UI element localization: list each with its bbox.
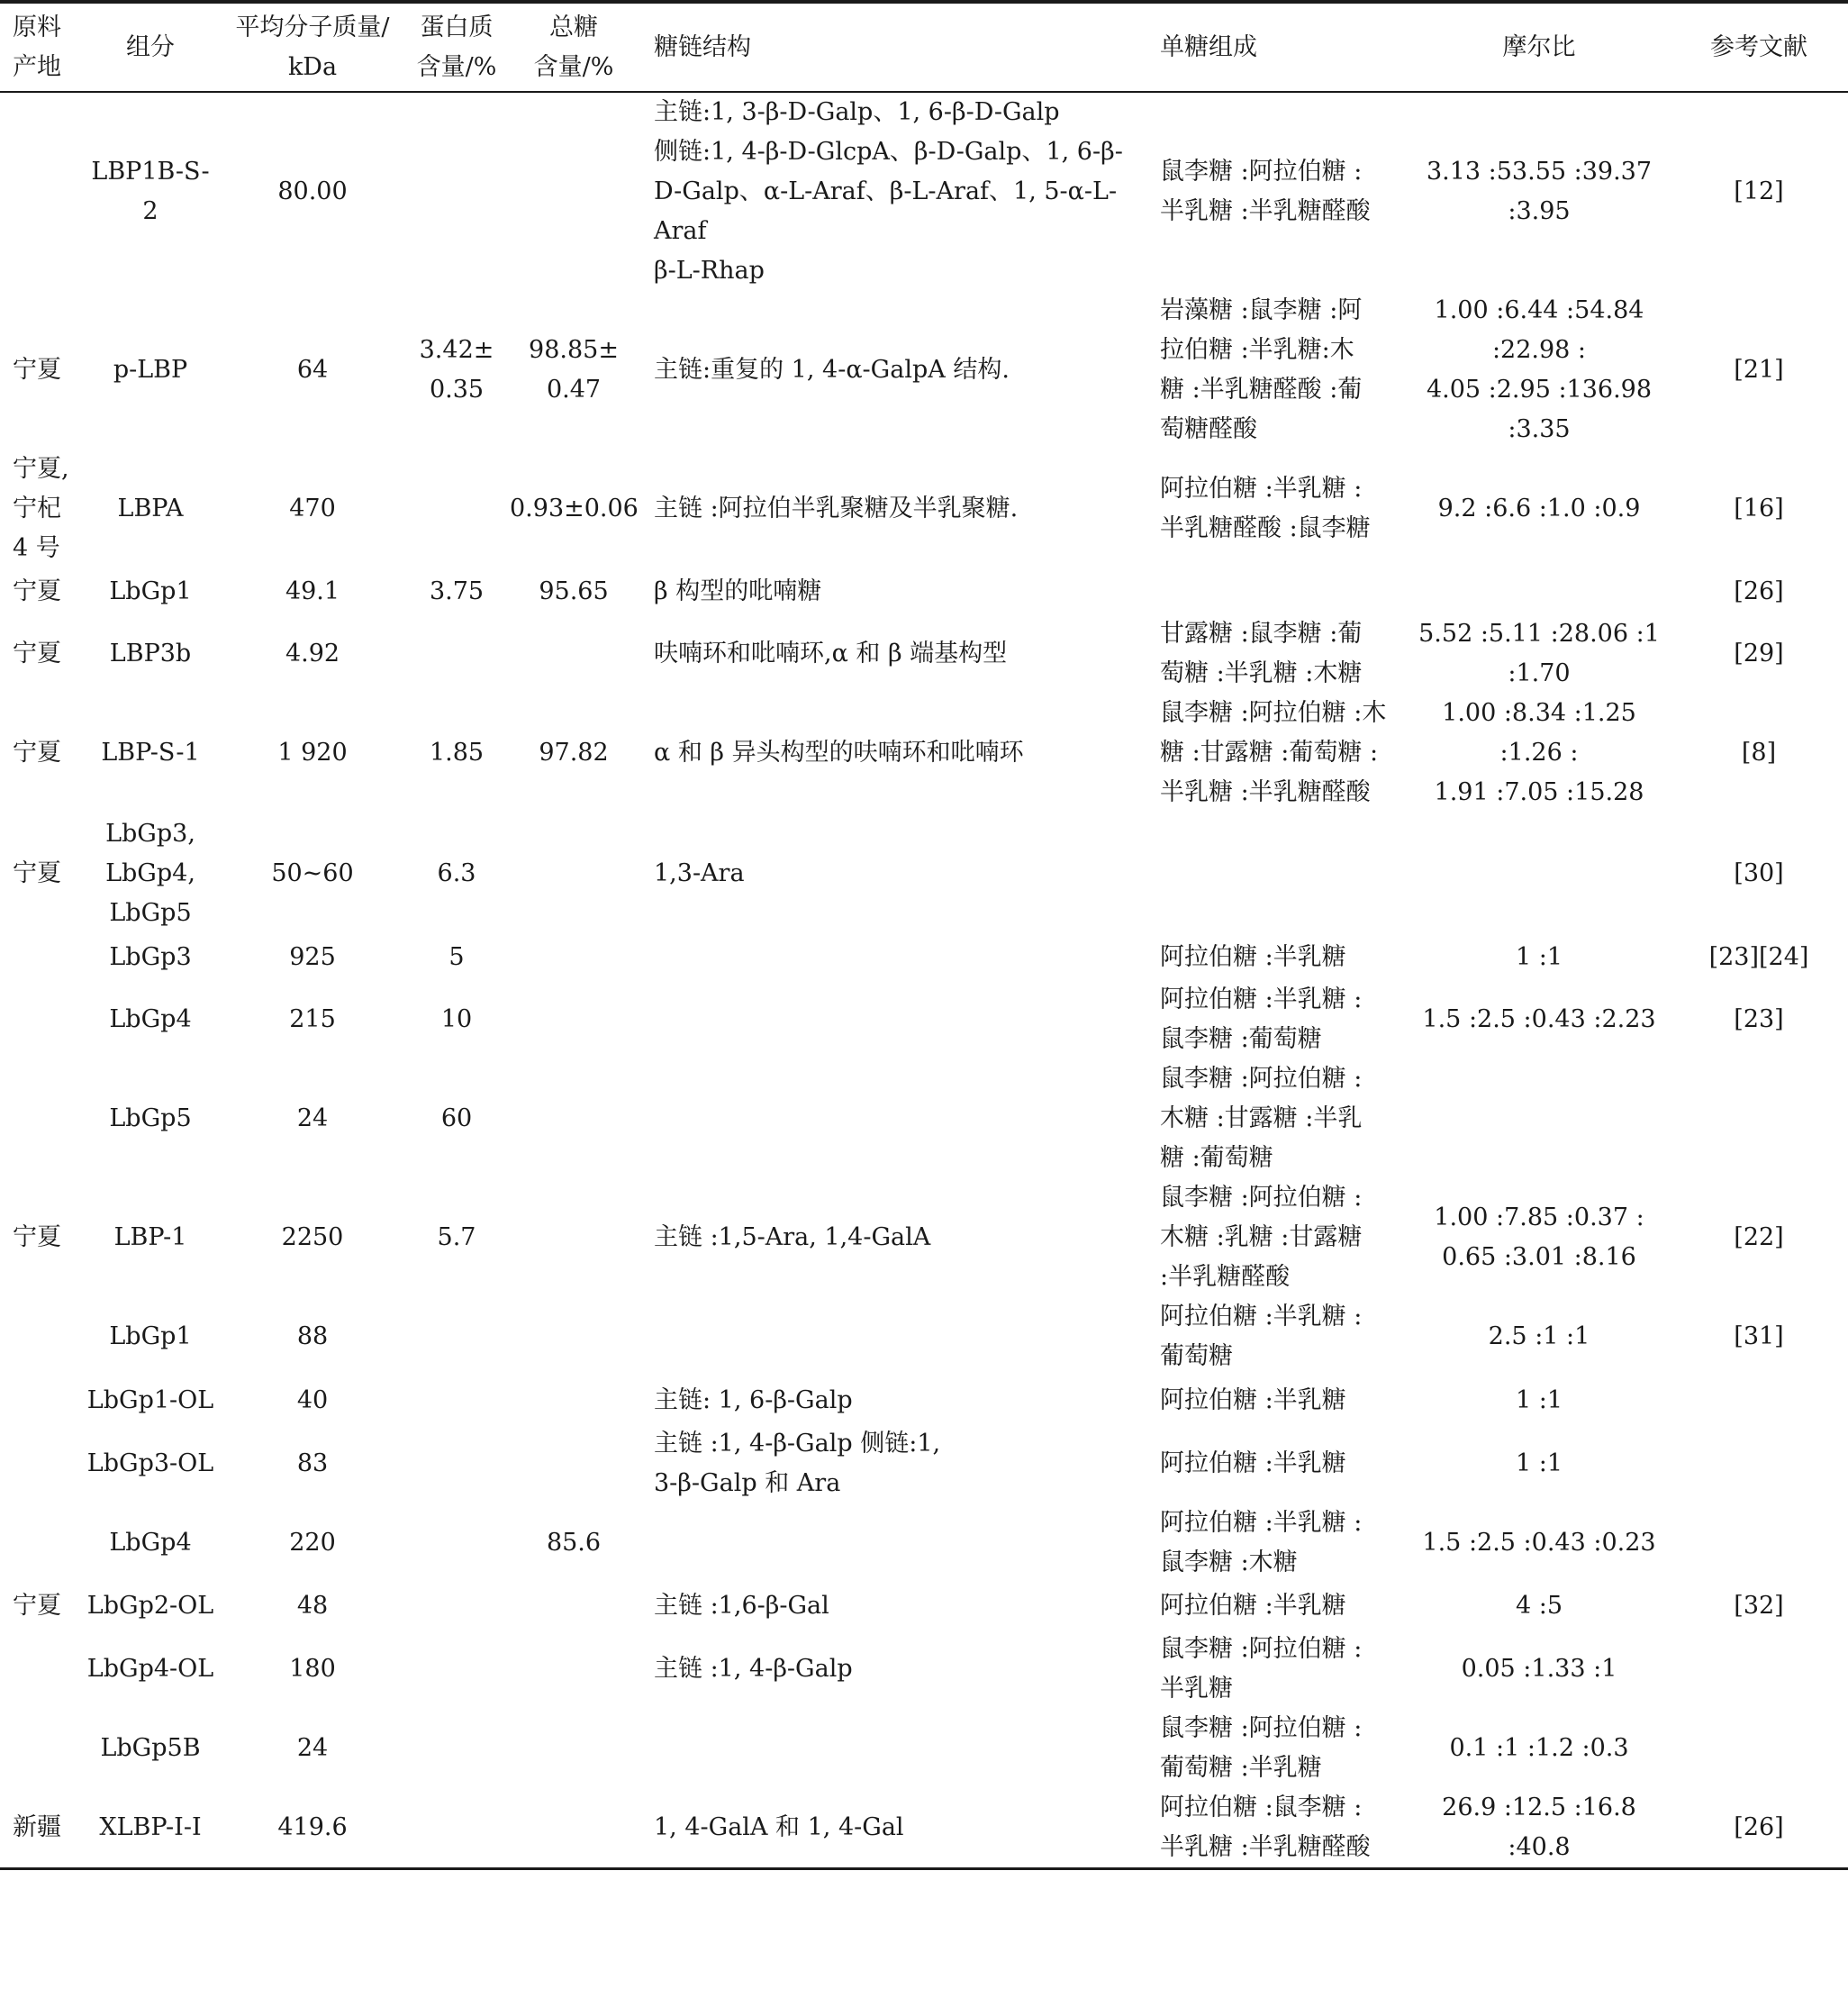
cell-reference: [30] — [1734, 858, 1784, 887]
cell-component: LbGp2-OL — [86, 1592, 214, 1620]
cell-protein-content — [407, 1503, 506, 1583]
header-row — [0, 2, 1848, 92]
table-row — [0, 813, 1848, 934]
cell-avg-molecular-mass: 215 — [289, 1005, 336, 1033]
cell-avg-molecular-mass: 180 — [289, 1655, 336, 1683]
cell-protein-content — [407, 1583, 506, 1630]
column-header-origin: 原料 产地 — [0, 2, 83, 92]
cell-avg-molecular-mass: 24 — [296, 1734, 329, 1762]
cell-total-sugar-content — [506, 813, 641, 934]
cell-reference — [1670, 1424, 1848, 1503]
cell-avg-molecular-mass: 40 — [296, 1385, 329, 1414]
cell-total-sugar-content — [506, 1630, 641, 1709]
cell-reference: [8] — [1741, 739, 1777, 767]
cell-total-sugar-content — [506, 980, 641, 1059]
cell-total-sugar-content — [506, 934, 641, 980]
cell-sugar-chain-structure: 主链 :1, 4-β-Galp 侧链:1, 3-β-Galp 和 Ara — [654, 1430, 941, 1497]
cell-total-sugar-content — [506, 1788, 641, 1869]
cell-component: LBP-1 — [113, 1223, 187, 1251]
cell-sugar-chain-structure — [641, 1503, 1147, 1583]
cell-origin: 宁夏 — [13, 577, 61, 605]
cell-protein-content — [407, 1424, 506, 1503]
cell-reference: [29] — [1734, 640, 1784, 668]
cell-component: LbGp5 — [109, 1104, 192, 1132]
cell-molar-ratio: 1.5 :2.5 :0.43 :0.23 — [1422, 1529, 1656, 1557]
cell-reference: [26] — [1734, 577, 1784, 605]
cell-component: LBPA — [117, 495, 184, 522]
cell-protein-content: 1.85 — [429, 739, 485, 767]
cell-sugar-chain-structure — [641, 934, 1147, 980]
cell-component: LbGp4 — [109, 1005, 192, 1033]
table-row — [0, 1297, 1848, 1376]
cell-origin — [0, 1297, 83, 1376]
cell-total-sugar-content — [506, 1709, 641, 1788]
cell-protein-content — [407, 1376, 506, 1424]
cell-total-sugar-content — [506, 1376, 641, 1424]
cell-protein-content — [407, 614, 506, 694]
cell-monosaccharide-composition: 阿拉伯糖 :半乳糖 — [1160, 942, 1346, 971]
table-row — [0, 694, 1848, 813]
cell-avg-molecular-mass: 88 — [296, 1322, 329, 1350]
table-body — [0, 92, 1848, 1869]
cell-sugar-chain-structure — [641, 980, 1147, 1059]
cell-origin — [0, 1059, 83, 1178]
cell-molar-ratio: 2.5 :1 :1 — [1488, 1322, 1590, 1350]
table-row — [0, 1788, 1848, 1869]
cell-sugar-chain-structure: 主链 :1, 4-β-Galp — [654, 1655, 853, 1683]
cell-total-sugar-content — [506, 1178, 641, 1297]
cell-sugar-chain-structure: 主链 :1,5-Ara, 1,4-GalA — [654, 1223, 931, 1251]
cell-origin — [0, 980, 83, 1059]
cell-molar-ratio: 0.05 :1.33 :1 — [1461, 1655, 1617, 1683]
cell-monosaccharide-composition: 阿拉伯糖 :半乳糖 : 鼠李糖 :葡萄糖 — [1160, 985, 1363, 1053]
cell-reference — [1670, 1059, 1848, 1178]
cell-origin — [0, 92, 83, 291]
cell-monosaccharide-composition — [1147, 568, 1409, 614]
cell-sugar-chain-structure: 主链 :阿拉伯半乳聚糖及半乳聚糖. — [654, 495, 1019, 522]
cell-monosaccharide-composition: 阿拉伯糖 :半乳糖 — [1160, 1385, 1346, 1414]
cell-component: XLBP-I-I — [83, 1788, 218, 1869]
cell-origin: 宁夏 — [13, 1223, 61, 1251]
cell-reference: [23] — [1734, 1005, 1784, 1033]
cell-origin — [0, 934, 83, 980]
cell-protein-content: 3.75 — [429, 577, 485, 605]
table-row — [0, 1424, 1848, 1503]
cell-monosaccharide-composition: 鼠李糖 :阿拉伯糖 : 木糖 :甘露糖 :半乳 糖 :葡萄糖 — [1160, 1065, 1363, 1172]
cell-total-sugar-content — [506, 1424, 641, 1503]
cell-molar-ratio: 3.13 :53.55 :39.37 :3.95 — [1426, 158, 1653, 225]
cell-origin: 宁夏 — [13, 640, 61, 668]
column-header-reference: 参考文献 — [1670, 2, 1848, 92]
cell-avg-molecular-mass: 220 — [289, 1529, 336, 1557]
table-row — [0, 1583, 1848, 1630]
cell-component: LBP-S-1 — [101, 739, 200, 767]
cell-avg-molecular-mass: 64 — [296, 356, 329, 384]
cell-component: LbGp1 — [109, 577, 192, 605]
cell-sugar-chain-structure: 1,3-Ara — [654, 858, 745, 887]
table-row — [0, 934, 1848, 980]
cell-sugar-chain-structure: 呋喃环和吡喃环,α 和 β 端基构型 — [654, 640, 1008, 668]
cell-reference: [16] — [1734, 495, 1784, 522]
cell-reference: [21] — [1734, 356, 1784, 384]
cell-molar-ratio: 1 :1 — [1515, 1449, 1563, 1477]
cell-origin: 宁夏 — [13, 739, 61, 767]
cell-protein-content — [407, 1297, 506, 1376]
table-row — [0, 568, 1848, 614]
cell-avg-molecular-mass: 24 — [296, 1104, 329, 1132]
cell-molar-ratio — [1409, 1059, 1670, 1178]
cell-avg-molecular-mass: 1 920 — [277, 739, 348, 767]
cell-component: p-LBP — [113, 356, 188, 384]
column-header-monosaccharide-composition: 单糖组成 — [1147, 2, 1409, 92]
table-row — [0, 1709, 1848, 1788]
cell-molar-ratio: 1.00 :8.34 :1.25 :1.26 : 1.91 :7.05 :15.28 — [1434, 699, 1644, 806]
cell-component: LBP3b — [109, 640, 192, 668]
cell-monosaccharide-composition: 甘露糖 :鼠李糖 :葡 萄糖 :半乳糖 :木糖 — [1160, 620, 1363, 687]
cell-protein-content — [407, 92, 506, 291]
cell-reference: [26] — [1670, 1788, 1848, 1869]
cell-origin: 宁夏 — [13, 858, 61, 887]
column-header-sugar-chain-structure: 糖链结构 — [641, 2, 1147, 92]
cell-molar-ratio: 5.52 :5.11 :28.06 :1 :1.70 — [1418, 620, 1660, 687]
cell-total-sugar-content — [506, 614, 641, 694]
cell-monosaccharide-composition: 阿拉伯糖 :半乳糖 : 葡萄糖 — [1160, 1303, 1363, 1370]
cell-reference: [12] — [1734, 177, 1784, 205]
cell-total-sugar-content: 98.85± 0.47 — [529, 336, 619, 404]
column-header-component: 组分 — [83, 2, 218, 92]
cell-sugar-chain-structure: 1, 4-GalA 和 1, 4-Gal — [641, 1788, 1147, 1869]
cell-monosaccharide-composition: 岩藻糖 :鼠李糖 :阿 拉伯糖 :半乳糖:木 糖 :半乳糖醛酸 :葡 萄糖醛酸 — [1160, 296, 1363, 443]
cell-origin — [0, 1630, 83, 1709]
cell-sugar-chain-structure: 主链:1, 3-β-D-Galp、1, 6-β-D-Galp 侧链:1, 4-β-D-GlcpA、β-D-Galp、1, 6-β- D-Galp、α-L-Araf、β-L-Araf、1, 5-α-L-Araf β-L-Rhap — [654, 98, 1123, 285]
cell-origin — [0, 1376, 83, 1424]
cell-monosaccharide-composition: 鼠李糖 :阿拉伯糖 : 木糖 :乳糖 :甘露糖 :半乳糖醛酸 — [1160, 1184, 1363, 1291]
table-row — [0, 1178, 1848, 1297]
cell-molar-ratio: 1 :1 — [1515, 942, 1563, 971]
cell-avg-molecular-mass: 80.00 — [277, 177, 348, 205]
table-row — [0, 1376, 1848, 1424]
cell-origin: 新疆 — [0, 1788, 83, 1869]
cell-total-sugar-content — [506, 1059, 641, 1178]
cell-sugar-chain-structure: 主链: 1, 6-β-Galp — [654, 1385, 853, 1414]
cell-sugar-chain-structure: β 构型的吡喃糖 — [654, 577, 822, 605]
cell-avg-molecular-mass: 4.92 — [285, 640, 340, 668]
cell-protein-content — [407, 450, 506, 568]
table-row — [0, 1630, 1848, 1709]
cell-protein-content — [407, 1709, 506, 1788]
table-row — [0, 291, 1848, 450]
cell-total-sugar-content — [506, 1297, 641, 1376]
cell-monosaccharide-composition: 鼠李糖 :阿拉伯糖 :木 糖 :甘露糖 :葡萄糖 : 半乳糖 :半乳糖醛酸 — [1160, 699, 1387, 806]
cell-protein-content — [407, 1630, 506, 1709]
cell-reference: [23][24] — [1708, 942, 1809, 971]
cell-total-sugar-content — [506, 92, 641, 291]
cell-origin: 宁夏, 宁杞 4 号 — [13, 455, 69, 562]
cell-protein-content: 3.42± 0.35 — [419, 336, 494, 404]
cell-avg-molecular-mass: 470 — [289, 495, 336, 522]
cell-component: LbGp3-OL — [86, 1449, 214, 1477]
cell-component: LbGp1-OL — [86, 1385, 214, 1414]
column-header-total-sugar-content: 总糖 含量/% — [506, 2, 641, 92]
cell-total-sugar-content: 97.82 — [539, 739, 609, 767]
cell-component: LbGp3, LbGp4, LbGp5 — [105, 819, 195, 927]
cell-origin: 宁夏 — [13, 356, 61, 384]
cell-protein-content: 10 — [440, 1005, 473, 1033]
cell-monosaccharide-composition: 鼠李糖 :阿拉伯糖 : 葡萄糖 :半乳糖 — [1160, 1714, 1363, 1782]
cell-sugar-chain-structure — [641, 1709, 1147, 1788]
cell-molar-ratio: 1.5 :2.5 :0.43 :2.23 — [1422, 1005, 1656, 1033]
column-header-protein-content: 蛋白质 含量/% — [407, 2, 506, 92]
cell-monosaccharide-composition — [1147, 813, 1409, 934]
cell-reference — [1670, 1376, 1848, 1424]
cell-sugar-chain-structure: 主链 :1,6-β-Gal — [654, 1592, 829, 1620]
cell-molar-ratio: 1.00 :6.44 :54.84 :22.98 : 4.05 :2.95 :136.98 :3.35 — [1426, 296, 1653, 443]
cell-monosaccharide-composition: 阿拉伯糖 :鼠李糖 : 半乳糖 :半乳糖醛酸 — [1147, 1788, 1409, 1869]
cell-monosaccharide-composition: 鼠李糖 :阿拉伯糖 : 半乳糖 :半乳糖醛酸 — [1160, 158, 1371, 225]
table-row — [0, 614, 1848, 694]
column-header-molar-ratio: 摩尔比 — [1409, 2, 1670, 92]
cell-avg-molecular-mass: 49.1 — [285, 577, 340, 605]
cell-total-sugar-content: 85.6 — [546, 1529, 602, 1557]
cell-reference — [1670, 1630, 1848, 1709]
cell-molar-ratio: 26.9 :12.5 :16.8 :40.8 — [1409, 1788, 1670, 1869]
table-row — [0, 980, 1848, 1059]
cell-molar-ratio: 4 :5 — [1515, 1592, 1563, 1620]
cell-origin: 宁夏 — [13, 1592, 61, 1620]
table-row — [0, 450, 1848, 568]
cell-monosaccharide-composition: 阿拉伯糖 :半乳糖 : 鼠李糖 :木糖 — [1160, 1509, 1363, 1576]
cell-component: LbGp4-OL — [86, 1655, 214, 1683]
cell-sugar-chain-structure — [641, 1297, 1147, 1376]
cell-reference — [1670, 1709, 1848, 1788]
cell-molar-ratio: 0.1 :1 :1.2 :0.3 — [1449, 1734, 1629, 1762]
cell-protein-content: 5 — [448, 942, 465, 971]
cell-protein-content: 5.7 — [437, 1223, 476, 1251]
cell-component: LbGp5B — [100, 1734, 201, 1762]
cell-molar-ratio: 1.00 :7.85 :0.37 : 0.65 :3.01 :8.16 — [1434, 1203, 1644, 1271]
cell-reference — [1670, 1503, 1848, 1583]
cell-origin — [0, 1503, 83, 1583]
cell-reference: [31] — [1734, 1322, 1784, 1350]
cell-avg-molecular-mass: 48 — [296, 1592, 329, 1620]
cell-molar-ratio — [1409, 568, 1670, 614]
cell-origin — [0, 1709, 83, 1788]
cell-sugar-chain-structure: α 和 β 异头构型的呋喃环和吡喃环 — [654, 739, 1024, 767]
cell-total-sugar-content: 0.93±0.06 — [510, 495, 639, 522]
cell-origin — [0, 1424, 83, 1503]
cell-sugar-chain-structure — [641, 1059, 1147, 1178]
cell-monosaccharide-composition: 阿拉伯糖 :半乳糖 — [1160, 1592, 1346, 1620]
column-header-avg-molecular-mass: 平均分子质量/ kDa — [218, 2, 407, 92]
cell-molar-ratio: 9.2 :6.6 :1.0 :0.9 — [1437, 495, 1641, 522]
cell-molar-ratio — [1409, 813, 1670, 934]
table-row — [0, 1059, 1848, 1178]
cell-protein-content — [407, 1788, 506, 1869]
cell-molar-ratio: 1 :1 — [1515, 1385, 1563, 1414]
cell-protein-content: 6.3 — [437, 858, 476, 887]
cell-reference: [22] — [1734, 1223, 1784, 1251]
cell-monosaccharide-composition: 鼠李糖 :阿拉伯糖 : 半乳糖 — [1160, 1635, 1363, 1703]
cell-avg-molecular-mass: 2250 — [281, 1223, 344, 1251]
table-row — [0, 92, 1848, 291]
cell-avg-molecular-mass: 419.6 — [218, 1788, 407, 1869]
cell-avg-molecular-mass: 925 — [289, 942, 336, 971]
table-row — [0, 1503, 1848, 1583]
cell-sugar-chain-structure: 主链:重复的 1, 4-α-GalpA 结构. — [654, 356, 1010, 384]
cell-total-sugar-content: 95.65 — [539, 577, 609, 605]
cell-component: LBP1B-S-2 — [91, 158, 210, 225]
cell-protein-content: 60 — [440, 1104, 473, 1132]
cell-component: LbGp3 — [109, 942, 192, 971]
cell-avg-molecular-mass: 50~60 — [271, 858, 354, 887]
cell-monosaccharide-composition: 阿拉伯糖 :半乳糖 — [1160, 1449, 1346, 1477]
cell-component: LbGp4 — [109, 1529, 192, 1557]
cell-reference: [32] — [1734, 1592, 1784, 1620]
cell-component: LbGp1 — [109, 1322, 192, 1350]
cell-monosaccharide-composition: 阿拉伯糖 :半乳糖 : 半乳糖醛酸 :鼠李糖 — [1160, 475, 1371, 542]
cell-total-sugar-content — [506, 1583, 641, 1630]
cell-avg-molecular-mass: 83 — [296, 1449, 329, 1477]
